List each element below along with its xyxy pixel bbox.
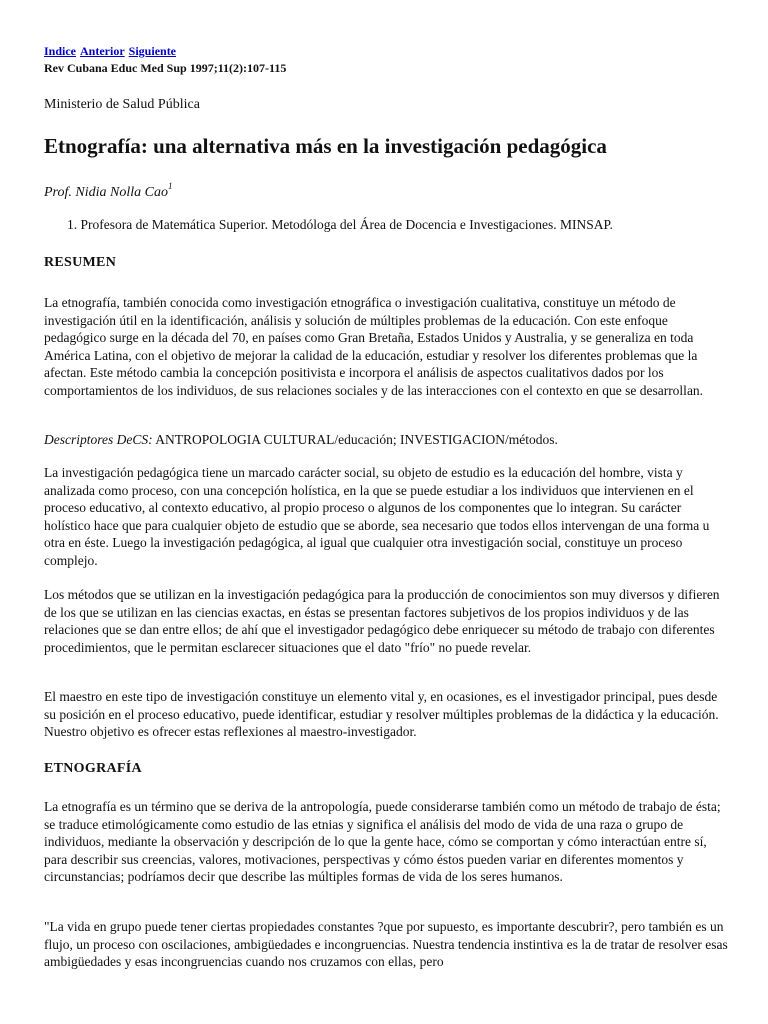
body-paragraph: El maestro en este tipo de investigación constituye un elemento vital y, en ocasiones, es el investigador principal, pues desde su posición en el proceso educativo, puede identificar, estudiar y resolver múltiples problemas de la didáctica y la educación. Nuestro objetivo es ofrecer estas reflexiones al maestro-investigador. bbox=[44, 689, 719, 739]
author bbox=[44, 181, 728, 201]
institution: Ministerio de Salud Pública bbox=[44, 97, 200, 112]
descriptors-label: Descriptores DeCS: bbox=[44, 432, 153, 447]
journal-citation: Rev Cubana Educ Med Sup 1997;11(2):107-115 bbox=[44, 61, 287, 75]
siguiente-link[interactable]: Siguiente bbox=[128, 44, 177, 58]
descriptors-value: ANTROPOLOGIA CULTURAL/educación; INVESTIGACION/métodos. bbox=[155, 432, 558, 447]
abstract-paragraph: La etnografía, también conocida como investigación etnográfica o investigación cualitativa, constituye un método de investigación útil en la identificación, análisis y solución de múltiples problemas de la educación. Con este enfoque pedagógico surge en la década del 70, en países como Gran Bretaña, Estados Unidos y Australia, y se generaliza en toda América Latina, con el objetivo de mejorar la calidad de la educación, estudiar y resolver los diferentes problemas que la afectan. Este método cambia la concepción positivista e incorpora el análisis de aspectos cualitativos dados por los comportamientos de los individuos, de sus relaciones sociales y de las interacciones con el contexto en que se desarrollan. bbox=[44, 295, 704, 398]
body-paragraph: La investigación pedagógica tiene un marcado carácter social, su objeto de estudio es la educación del hombre, vista y analizada como proceso, con una concepción holística, en la que se puede estudiar a los individuos que intervienen en el proceso educativo, al contexto educativo, al propio proceso o algunos de los componentes que lo integran. Su carácter holístico hace que para cualquier objeto de estudio que se aborde, sea necesario que todos ellos intervengan de una forma u otra en éste. Luego la investigación pedagógica, al igual que cualquier otra investigación social, constituye un proceso complejo. bbox=[44, 465, 710, 568]
resumen-heading: RESUMEN bbox=[44, 255, 117, 270]
anterior-link[interactable]: Anterior bbox=[80, 44, 125, 58]
body-paragraph: "La vida en grupo puede tener ciertas propiedades constantes ?que por supuesto, es importante descubrir?, pero también es un flujo, un proceso con oscilaciones, ambigüedades e incongruencias. Nuestra tendencia instintiva es la de tratar de resolver esas ambigüedades y esas incongruencias cuando nos cruzamos con ellas, pero bbox=[44, 919, 728, 969]
author-affiliation: 1. Profesora de Matemática Superior. Metodóloga del Área de Docencia e Investigaciones. MINSAP. bbox=[67, 217, 613, 232]
nav-links bbox=[44, 44, 728, 59]
article-title: Etnografía: una alternativa más en la investigación pedagógica bbox=[44, 134, 607, 158]
body-paragraph: Los métodos que se utilizan en la investigación pedagógica para la producción de conocimientos son muy diversos y difieren de los que se utilizan en las ciencias exactas, en éstas se presentan factores subjetivos de los propios individuos y de las relaciones que se dan entre ellos; de ahí que el investigador pedagógico debe enriquecer su método de trabajo con diferentes procedimientos, que le permitan esclarecer situaciones que el dato "frío" no puede revelar. bbox=[44, 587, 720, 655]
descriptors bbox=[44, 432, 728, 448]
author-footnote-ref: 1 bbox=[167, 181, 173, 191]
author-name: Prof. Nidia Nolla Cao bbox=[44, 185, 168, 200]
etnografia-heading: ETNOGRAFÍA bbox=[44, 761, 142, 776]
indice-link[interactable]: Indice bbox=[44, 44, 77, 58]
body-paragraph: La etnografía es un término que se deriva de la antropología, puede considerarse también como un método de trabajo de ésta; se traduce etimológicamente como estudio de las etnias y significa el análisis del modo de vida de una raza o grupo de individuos, mediante la observación y descripción de lo que la gente hace, cómo se comportan y cómo interactúan entre sí, para describir sus creencias, valores, motivaciones, perspectivas y cómo éstos pueden variar en diferentes momentos y circunstancias; podríamos decir que describe las múltiples formas de vida de los seres humanos. bbox=[44, 799, 721, 884]
